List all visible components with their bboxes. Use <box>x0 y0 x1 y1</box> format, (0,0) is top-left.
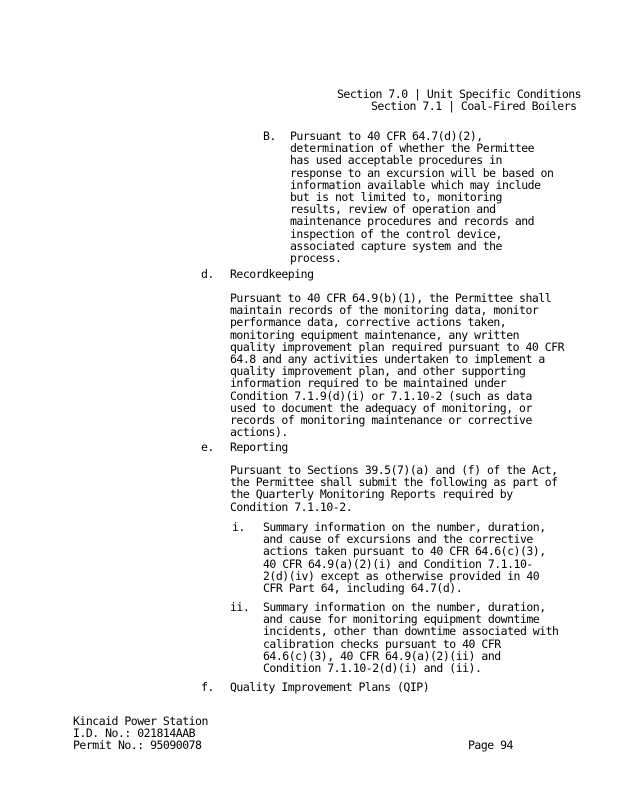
footer-id-number: I.D. No.: 021814AAB <box>73 726 196 740</box>
section-d-text <box>230 292 564 438</box>
section-header-line1: Section 7.0 | Unit Specific Conditions <box>337 87 582 101</box>
item-b-label: B. <box>263 129 276 143</box>
text-line: determination of whether the Permittee <box>290 141 535 156</box>
text-line: results, review of operation and <box>290 202 496 217</box>
text-line: response to an excursion will be based on <box>290 165 554 180</box>
text-line: inspection of the control device, <box>290 226 502 241</box>
text-line: actions taken pursuant to 40 CFR 64.6(c)(3), <box>263 544 546 559</box>
section-f-title: Quality Improvement Plans (QIP) <box>230 680 430 694</box>
text-line: used to document the adequacy of monitoring, or <box>230 400 532 415</box>
text-line: incidents, other than downtime associated with <box>263 624 559 639</box>
text-line: maintenance procedures and records and <box>290 214 535 229</box>
section-e-intro <box>230 464 558 513</box>
section-d-label: d. <box>201 267 214 281</box>
text-line: calibration checks pursuant to 40 CFR <box>263 636 501 651</box>
item-i-text <box>263 521 546 594</box>
text-line: Condition 7.1.10-2. <box>230 499 353 514</box>
text-line: the Quarterly Monitoring Reports required by <box>230 487 513 502</box>
item-i-label: i. <box>232 520 245 534</box>
text-line: CFR Part 64, including 64.7(d). <box>263 580 463 595</box>
text-line: information available which may include <box>290 177 541 192</box>
text-line: Pursuant to 40 CFR 64.7(d)(2), <box>290 129 483 143</box>
section-e-label: e. <box>201 440 214 454</box>
footer-permit-number: Permit No.: 95090078 <box>73 738 202 752</box>
text-line: monitoring equipment maintenance, any written <box>230 327 520 342</box>
text-line: information required to be maintained under <box>230 376 507 391</box>
text-line: Condition 7.1.10-2(d)(i) and (ii). <box>263 660 482 675</box>
text-line: associated capture system and the <box>290 238 502 253</box>
text-line: Pursuant to 40 CFR 64.9(b)(1), the Permittee shall <box>230 291 552 305</box>
text-line: performance data, corrective actions taken, <box>230 315 507 330</box>
text-line: process. <box>290 250 342 265</box>
text-line: maintain records of the monitoring data, monitor <box>230 303 539 318</box>
text-line: 2(d)(iv) except as otherwise provided in 40 <box>263 568 540 583</box>
text-line: 40 CFR 64.9(a)(2)(i) and Condition 7.1.10- <box>263 556 533 571</box>
item-b-text <box>290 130 553 264</box>
text-line: the Permittee shall submit the following as part of <box>230 475 558 490</box>
item-ii-text <box>263 601 559 674</box>
text-line: actions). <box>230 425 288 440</box>
text-line: Summary information on the number, duration, <box>263 600 546 614</box>
text-line: Condition 7.1.9(d)(i) or 7.1.10-2 (such as data <box>230 388 532 403</box>
text-line: has used acceptable procedures in <box>290 153 502 168</box>
text-line: 64.6(c)(3), 40 CFR 64.9(a)(2)(ii) and <box>263 648 501 663</box>
section-d-title: Recordkeeping <box>230 267 314 281</box>
text-line: quality improvement plan required pursuant to 40 CFR <box>230 339 565 354</box>
section-f-label: f. <box>201 680 214 694</box>
section-e-title: Reporting <box>230 440 288 454</box>
text-line: but is not limited to, monitoring <box>290 189 502 204</box>
footer-facility-name: Kincaid Power Station <box>73 714 208 728</box>
section-header-line2: Section 7.1 | Coal-Fired Boilers <box>371 99 577 113</box>
text-line: quality improvement plan, and other supporting <box>230 364 526 379</box>
text-line: and cause for monitoring equipment downtime <box>263 612 540 627</box>
item-ii-label: ii. <box>230 600 250 614</box>
page-number: Page 94 <box>468 738 513 752</box>
text-line: Pursuant to Sections 39.5(7)(a) and (f) of the Act, <box>230 463 558 477</box>
text-line: records of monitoring maintenance or corrective <box>230 412 532 427</box>
text-line: 64.8 and any activities undertaken to implement a <box>230 351 545 366</box>
text-line: and cause of excursions and the corrective <box>263 532 533 547</box>
text-line: Summary information on the number, duration, <box>263 520 546 534</box>
